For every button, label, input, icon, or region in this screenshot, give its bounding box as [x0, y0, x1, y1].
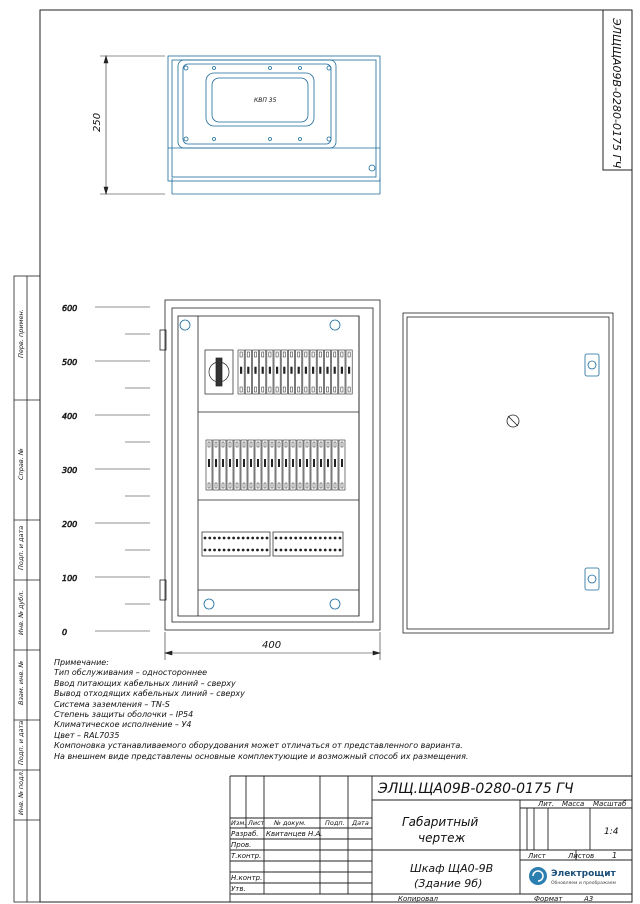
side-doc-code: ЭЛЩЩА09В-0280-0175 ГЧ	[610, 18, 623, 169]
terminal-screw	[275, 549, 278, 552]
stamp-label: Подп. и дата	[17, 525, 25, 570]
terminal-screw	[334, 537, 337, 540]
terminal-screw	[339, 549, 342, 552]
circuit-breaker	[260, 350, 266, 394]
terminal-screw	[218, 537, 221, 540]
terminal-screw	[294, 537, 297, 540]
tb-hdr-doc: № докум.	[274, 819, 307, 827]
terminal-screw	[232, 537, 235, 540]
stamp-label: Справ. №	[17, 448, 25, 480]
tb-role-check: Пров.	[231, 841, 252, 849]
note-line: Степень защиты оболочки – IP54	[54, 710, 194, 720]
circuit-breaker	[324, 350, 330, 394]
breaker-row-1	[238, 350, 352, 394]
terminal-screw	[309, 537, 312, 540]
terminal-screw	[208, 549, 211, 552]
tb-developer: Квитанцев Н.А.	[266, 830, 323, 838]
tb-product-1: Шкаф ЩА0-9В	[410, 862, 494, 875]
terminal-screw	[227, 537, 230, 540]
tb-hdr-list: Лист	[248, 819, 265, 827]
ruler-label: 0	[62, 628, 68, 637]
note-line: На внешнем виде представлены основные комплектующие и возможный способ их размещения.	[54, 751, 469, 761]
circuit-breaker	[241, 440, 247, 490]
side-code-box	[603, 10, 632, 170]
terminal-screw	[289, 549, 292, 552]
note-line: Система заземления – TN-S	[54, 699, 170, 709]
terminal-screw	[266, 537, 269, 540]
terminal-screw	[218, 549, 221, 552]
dim-250	[100, 56, 165, 194]
main-switch	[205, 350, 233, 394]
terminal-screw	[304, 549, 307, 552]
company-slogan: Обновляем и преображаем	[551, 881, 616, 886]
notes-title: Примечание:	[54, 658, 109, 667]
terminal-screw	[256, 537, 259, 540]
left-stamp-labels	[17, 309, 25, 815]
tb-scale-value: 1:4	[604, 827, 619, 837]
circuit-breaker	[288, 350, 294, 394]
terminal-screw	[223, 537, 226, 540]
note-line: Ввод питающих кабельных линий – сверху	[54, 678, 236, 688]
terminal-screw	[227, 549, 230, 552]
terminal-screw	[299, 537, 302, 540]
terminal-screw	[289, 537, 292, 540]
circuit-breaker	[276, 440, 282, 490]
circuit-breaker	[325, 440, 331, 490]
circuit-breaker	[296, 350, 302, 394]
tb-sheet: Лист	[528, 852, 546, 860]
terminal-screw	[314, 549, 317, 552]
terminal-screw	[213, 549, 216, 552]
circuit-breaker	[339, 350, 345, 394]
circuit-breaker	[269, 440, 275, 490]
dim-250-label: 250	[92, 112, 103, 132]
circuit-breaker	[245, 350, 251, 394]
terminal-screw	[280, 549, 283, 552]
circuit-breaker	[303, 350, 309, 394]
terminal-screw	[334, 549, 337, 552]
ruler-label: 500	[62, 358, 78, 367]
tb-sheets-value: 1	[612, 851, 618, 860]
tb-role-approve: Утв.	[231, 885, 246, 893]
terminal-screw	[314, 537, 317, 540]
doc-code: ЭЛЩ.ЩА09В-0280-0175 ГЧ	[378, 781, 574, 797]
note-line: Компоновка устанавливаемого оборудования может отличаться от представленного варианта.	[54, 741, 463, 751]
terminal-block	[202, 532, 270, 556]
terminal-screw	[237, 549, 240, 552]
circuit-breaker	[339, 440, 345, 490]
tb-hdr-date: Дата	[352, 819, 369, 827]
tb-format-value: А3	[584, 895, 594, 903]
height-ruler	[62, 304, 150, 637]
circuit-breaker	[281, 350, 287, 394]
circuit-breaker	[238, 350, 244, 394]
tb-hdr-izm: Изм.	[231, 819, 247, 827]
stamp-label: Перв. примен.	[17, 309, 25, 358]
terminal-screw	[204, 549, 207, 552]
tb-format-label: Формат	[534, 895, 563, 903]
circuit-breaker	[227, 440, 233, 490]
circuit-breaker	[332, 350, 338, 394]
terminal-screw	[319, 537, 322, 540]
terminal-screw	[251, 549, 254, 552]
circuit-breaker	[297, 440, 303, 490]
note-line: Вывод отходящих кабельных линий – сверху	[54, 689, 245, 699]
terminal-screw	[204, 537, 207, 540]
company-logo	[529, 867, 547, 885]
circuit-breaker	[220, 440, 226, 490]
ruler-label: 200	[62, 520, 78, 529]
terminal-screw	[232, 549, 235, 552]
tb-scale-label: Масштаб	[593, 800, 627, 808]
company-name: Электрощит	[551, 869, 616, 879]
terminal-screw	[304, 537, 307, 540]
circuit-breaker	[252, 350, 258, 394]
circuit-breaker	[262, 440, 268, 490]
terminal-block	[273, 532, 343, 556]
terminal-screw	[247, 537, 250, 540]
terminal-screw	[251, 537, 254, 540]
circuit-breaker	[283, 440, 289, 490]
tb-role-ncontrol: Н.контр.	[231, 874, 263, 882]
tb-sheets: Листов	[568, 852, 595, 860]
circuit-breaker	[290, 440, 296, 490]
tb-role-dev: Разраб.	[231, 830, 259, 838]
circuit-breaker	[346, 350, 352, 394]
terminal-screw	[242, 549, 245, 552]
circuit-breaker	[213, 440, 219, 490]
terminal-screw	[324, 549, 327, 552]
circuit-breaker	[274, 350, 280, 394]
terminal-screw	[266, 549, 269, 552]
ruler-label: 300	[62, 466, 78, 475]
circuit-breaker	[304, 440, 310, 490]
circuit-breaker	[311, 440, 317, 490]
circuit-breaker	[310, 350, 316, 394]
door-view	[403, 313, 613, 633]
terminal-screw	[299, 549, 302, 552]
circuit-breaker	[317, 350, 323, 394]
terminal-screw	[242, 537, 245, 540]
stamp-label: Инв. № подл.	[17, 770, 25, 815]
note-line: Климатическое исполнение – У4	[54, 720, 192, 730]
circuit-breaker	[234, 440, 240, 490]
notes-block	[54, 658, 614, 762]
ruler-label: 400	[62, 412, 78, 421]
breaker-row-2	[206, 440, 345, 490]
terminal-screw	[339, 537, 342, 540]
ruler-label: 100	[62, 574, 78, 583]
terminal-screw	[208, 537, 211, 540]
circuit-breaker	[255, 440, 261, 490]
terminal-screw	[329, 537, 332, 540]
tb-title-1: Габаритный	[402, 815, 479, 829]
terminal-screw	[237, 537, 240, 540]
terminal-screw	[324, 537, 327, 540]
door-hinges	[585, 354, 599, 590]
terminal-blocks	[202, 532, 343, 556]
terminal-screw	[280, 537, 283, 540]
terminal-screw	[329, 549, 332, 552]
stamp-label: Инв. № дубл.	[17, 590, 25, 635]
ruler-label: 600	[62, 304, 78, 313]
terminal-screw	[213, 537, 216, 540]
circuit-breaker	[248, 440, 254, 490]
terminal-screw	[294, 549, 297, 552]
tb-lit: Лит.	[538, 800, 555, 808]
terminal-screw	[309, 549, 312, 552]
top-view	[168, 56, 380, 194]
terminal-screw	[247, 549, 250, 552]
tb-title-2: чертеж	[418, 831, 466, 845]
tb-copied: Копировал	[398, 895, 438, 903]
terminal-screw	[256, 549, 259, 552]
terminal-screw	[319, 549, 322, 552]
tb-hdr-sign: Подп.	[325, 819, 345, 827]
tb-role-tcontrol: Т.контр.	[231, 852, 262, 860]
front-open-view	[160, 300, 380, 630]
terminal-screw	[261, 537, 264, 540]
circuit-breaker	[318, 440, 324, 490]
note-line: Цвет – RAL7035	[54, 730, 120, 740]
terminal-screw	[275, 537, 278, 540]
circuit-breaker	[332, 440, 338, 490]
stamp-label: Подп. и дата	[17, 720, 25, 765]
terminal-screw	[223, 549, 226, 552]
note-line: Тип обслуживания – одностороннее	[54, 668, 208, 678]
terminal-screw	[284, 537, 287, 540]
terminal-screw	[284, 549, 287, 552]
stamp-label: Взам. инв. №	[17, 660, 25, 705]
circuit-breaker	[267, 350, 273, 394]
top-view-label: КВП 35	[254, 97, 277, 104]
tb-mass: Масса	[562, 800, 585, 808]
circuit-breaker	[206, 440, 212, 490]
dim-400-label: 400	[262, 640, 282, 651]
terminal-screw	[261, 549, 264, 552]
tb-product-2: (Здание 9б)	[414, 877, 483, 890]
